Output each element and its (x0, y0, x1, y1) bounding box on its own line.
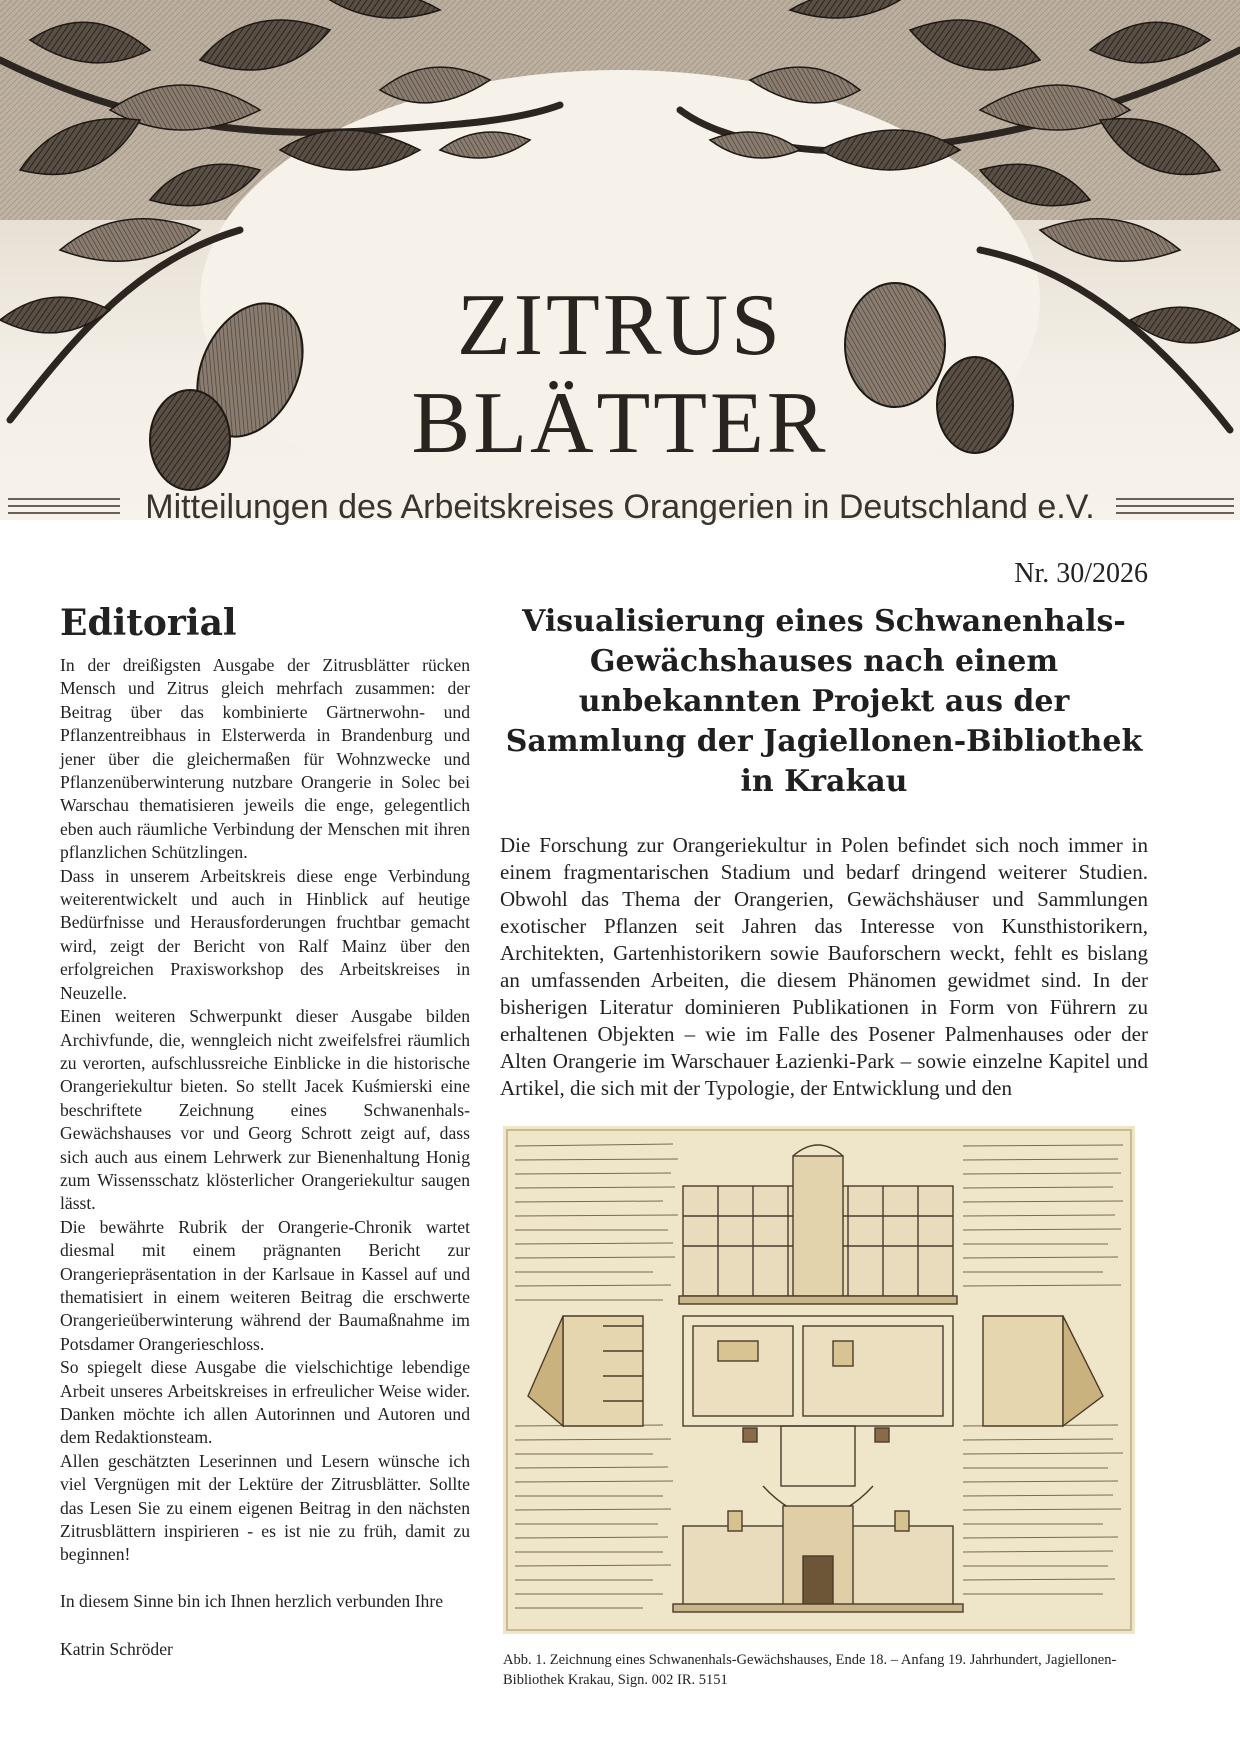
editorial-paragraph: So spiegelt diese Ausgabe die vielschichtige lebendige Arbeit unseres Arbeitskreises in erfreulicher Weise wider. Danken möchte ich allen Autorinnen und Autoren und dem Redaktionsteam. (60, 1357, 470, 1448)
masthead-title-line1: ZITRUS (457, 277, 783, 374)
article-column (500, 602, 1148, 1102)
editorial-column (60, 602, 470, 1660)
masthead-subtitle: Mitteilungen des Arbeitskreises Orangerien in Deutschland e.V. (145, 488, 1095, 526)
masthead-subtitle-row (0, 488, 1240, 532)
issue-number: Nr. 30/2026 (1014, 558, 1148, 589)
masthead-title-line2: BLÄTTER (411, 375, 829, 472)
editorial-paragraph: Die bewährte Rubrik der Orangerie-Chronik wartet diesmal mit einem prägnanten Bericht zur Orangeriepräsentation in der Karlsaue in Kassel auf und thematisiert in einem weiteren Beitrag die erschwerte Orangerieüberwinterung während der Baumaßnahme im Potsdamer Orangerieschloss. (60, 1216, 470, 1354)
figure-caption: Abb. 1. Zeichnung eines Schwanenhals-Gewächshauses, Ende 18. – Anfang 19. Jahrhundert, Jagiellonen-Bibliothek Krakau, Sign. 002 IR. 5151 (503, 1652, 1117, 1688)
editorial-paragraph: Einen weiteren Schwerpunkt dieser Ausgabe bilden Archivfunde, die, wenngleich nicht zweifelsfrei räumlich zu verorten, aufschlussreiche Einblicke in die historische Orangeriekultur bieten. So stellt Jacek Kuśmierski eine beschriftete Zeichnung eines Schwanenhals-Gewächshauses vor und Georg Schrott zeigt auf, dass sich auch aus einem Lehrwerk zur Bienenhaltung Honig zum Wissensschatz klösterlicher Orangeriekultur saugen lässt. (60, 1006, 470, 1214)
editorial-closing: In diesem Sinne bin ich Ihnen herzlich verbunden Ihre (60, 1590, 444, 1611)
article-title: Visualisierung eines Schwanenhals-Gewächshauses nach einem unbekannten Projekt aus der Sammlung der Jagiellonen-Bibliothek in Krakau (505, 604, 1143, 799)
divider (8, 505, 120, 507)
greenhouse-drawing-figure (503, 1126, 1135, 1634)
editorial-signature: Katrin Schröder (60, 1639, 173, 1660)
editorial-paragraph: Allen geschätzten Leserinnen und Lesern wünsche ich viel Vergnügen mit der Lektüre der Zitrusblätter. Sollte das Lesen Sie zu einem eigenen Beitrag in den nächsten Zitrusblättern inspirieren - es ist nie zu früh, damit zu beginnen! (60, 1450, 470, 1565)
editorial-paragraph: In der dreißigsten Ausgabe der Zitrusblätter rücken Mensch und Zitrus gleich mehrfach zusammen: der Beitrag über das kombinierte Gärtnerwohn- und Pflanzentreibhaus in Elsterwerda in Brandenburg und jener über die gleichermaßen für Wohnzwecke und Pflanzenüberwinterung nutzbare Orangerie in Solec bei Warschau thematisieren jeweils die enge, gelegentlich eben auch räumliche Verbindung der Menschen mit ihren pflanzlichen Schützlingen. (60, 655, 470, 863)
divider (8, 512, 120, 514)
greenhouse-plan-illustration (503, 1126, 1135, 1634)
editorial-heading: Editorial (60, 602, 237, 644)
masthead (0, 0, 1240, 520)
divider (8, 498, 120, 500)
divider (1116, 505, 1234, 507)
editorial-paragraph: Dass in unserem Arbeitskreis diese enge Verbindung weiterentwickelt und auch in Hinblick auf heutige Bedürfnisse und Herausforderungen fruchtbar gemacht wird, zeigt der Bericht von Ralf Mainz über den erfolgreichen Praxisworkshop des Arbeitskreises in Neuzelle. (60, 865, 470, 1003)
divider (1116, 512, 1234, 514)
article-body: Die Forschung zur Orangeriekultur in Polen befindet sich noch immer in einem fragmentarischen Stadium und bedarf dringend weiterer Studien. Obwohl das Thema der Orangerien, Gewächshäuser und Sammlungen exotischer Pflanzen seit Jahren das Interesse von Kunsthistorikern, Architekten, Gartenhistorikern sowie Bauforschern weckt, fehlt es bislang an umfassenden Arbeiten, die diesem Phänomen gewidmet sind. In der bisherigen Literatur dominieren Publikationen in Form von Führern zu erhaltenen Objekten – wie im Falle des Posener Palmenhauses oder der Alten Orangerie im Warschauer Łazienki-Park – sowie einzelne Kapitel und Artikel, die sich mit der Typologie, der Entwicklung und den (500, 833, 1148, 1100)
divider (1116, 498, 1234, 500)
